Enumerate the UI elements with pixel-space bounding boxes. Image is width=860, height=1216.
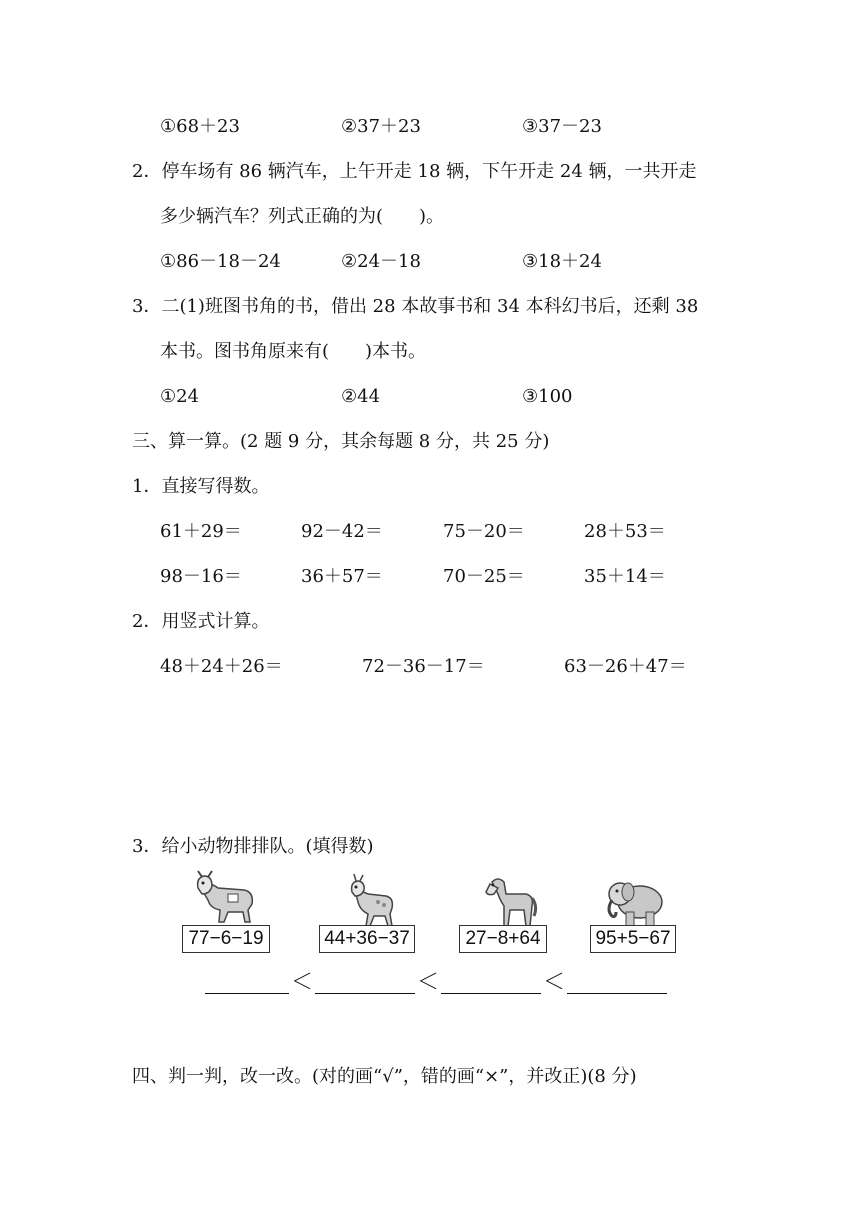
less-than-sign: ＜ — [417, 970, 440, 995]
q2-line1: 2．停车场有 86 辆汽车，上午开走 18 辆，下午开走 24 辆，一共开走 — [132, 161, 697, 182]
vertical-calc-item: 72－36－17＝ — [362, 656, 485, 677]
vertical-calc-item: 63－26＋47＝ — [564, 656, 687, 677]
calc-item: 36＋57＝ — [301, 566, 383, 587]
answer-blank[interactable] — [567, 975, 667, 994]
ordering-answer-line — [205, 972, 667, 994]
expression-box — [319, 925, 415, 953]
calc-item: 61＋29＝ — [160, 521, 242, 542]
expression-text: 77−6−19 — [188, 928, 264, 949]
vertical-calc-item: 48＋24＋26＝ — [160, 656, 283, 677]
q3-option-3: ③100 — [522, 386, 573, 407]
elephant-icon — [602, 874, 666, 928]
expression-box — [590, 925, 676, 953]
answer-blank[interactable] — [205, 975, 289, 994]
expression-text: 27−8+64 — [465, 928, 541, 949]
less-than-sign: ＜ — [543, 970, 566, 995]
q3-option-1: ①24 — [160, 386, 200, 407]
q1-option-3: ③37－23 — [522, 116, 602, 137]
section3-q1-title: 1．直接写得数。 — [132, 476, 270, 497]
calc-item: 92－42＝ — [301, 521, 383, 542]
q3-line2: 本书。图书角原来有( )本书。 — [160, 341, 427, 362]
less-than-sign: ＜ — [291, 970, 314, 995]
q2-line2: 多少辆汽车？列式正确的为( )。 — [160, 206, 445, 227]
expression-text: 95+5−67 — [595, 928, 671, 949]
q1-option-2: ②37＋23 — [341, 116, 421, 137]
answer-blank[interactable] — [441, 975, 541, 994]
answer-blank[interactable] — [315, 975, 415, 994]
expression-box — [182, 925, 270, 953]
calc-item: 35＋14＝ — [584, 566, 666, 587]
expression-text: 44+36−37 — [324, 928, 410, 949]
horse-icon — [478, 872, 538, 928]
expression-box — [459, 925, 547, 953]
q1-option-1: ①68＋23 — [160, 116, 240, 137]
calc-item: 98－16＝ — [160, 566, 242, 587]
q2-option-3: ③18＋24 — [522, 251, 602, 272]
q2-option-1: ①86－18－24 — [160, 251, 281, 272]
section3-heading: 三、算一算。(2 题 9 分，其余每题 8 分，共 25 分) — [132, 431, 550, 452]
section3-q3-title: 3．给小动物排排队。(填得数) — [132, 836, 374, 857]
section4-heading: 四、判一判，改一改。(对的画“√”，错的画“×”，并改正)(8 分) — [132, 1066, 637, 1087]
calc-item: 75－20＝ — [443, 521, 525, 542]
q3-line1: 3．二(1)班图书角的书，借出 28 本故事书和 34 本科幻书后，还剩 38 — [132, 296, 699, 317]
section3-q2-title: 2．用竖式计算。 — [132, 611, 270, 632]
calc-item: 28＋53＝ — [584, 521, 666, 542]
q2-option-2: ②24－18 — [341, 251, 421, 272]
calc-item: 70－25＝ — [443, 566, 525, 587]
deer-icon — [340, 872, 400, 928]
goat-icon — [188, 870, 260, 928]
q3-option-2: ②44 — [341, 386, 381, 407]
